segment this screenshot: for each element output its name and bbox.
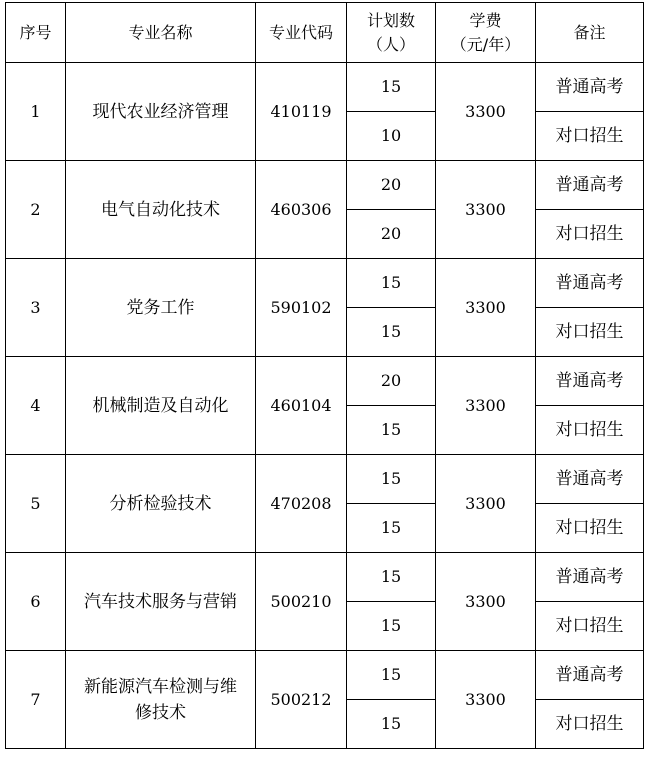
plan-vocational: 10: [347, 112, 436, 161]
remark-general: 普通高考: [536, 259, 644, 308]
remark-vocational: 对口招生: [536, 210, 644, 259]
major-code: 410119: [256, 63, 347, 161]
plan-vocational: 15: [347, 504, 436, 553]
row-index: 6: [6, 553, 66, 651]
major-name: 现代农业经济管理: [66, 63, 256, 161]
major-name: 机械制造及自动化: [66, 357, 256, 455]
tuition-fee: 3300: [436, 553, 536, 651]
plan-general: 20: [347, 357, 436, 406]
remark-vocational: 对口招生: [536, 504, 644, 553]
plan-vocational: 15: [347, 602, 436, 651]
row-index: 7: [6, 651, 66, 749]
header-remark: 备注: [536, 3, 644, 63]
remark-vocational: 对口招生: [536, 308, 644, 357]
header-plan-line1: 计划数: [366, 10, 415, 30]
major-name: 党务工作: [66, 259, 256, 357]
row-index: 5: [6, 455, 66, 553]
remark-vocational: 对口招生: [536, 602, 644, 651]
header-name: 专业名称: [66, 3, 256, 63]
remark-general: 普通高考: [536, 357, 644, 406]
remark-general: 普通高考: [536, 161, 644, 210]
row-index: 3: [6, 259, 66, 357]
header-plan-line2: （人）: [366, 34, 415, 54]
tuition-fee: 3300: [436, 63, 536, 161]
plan-general: 15: [347, 553, 436, 602]
major-name: 新能源汽车检测与维修技术: [66, 651, 256, 749]
major-name: 电气自动化技术: [66, 161, 256, 259]
header-fee-line2: （元/年）: [450, 34, 521, 54]
enrollment-table: [5, 2, 644, 749]
plan-general: 15: [347, 651, 436, 700]
header-index: 序号: [6, 3, 66, 63]
plan-general: 15: [347, 455, 436, 504]
plan-vocational: 15: [347, 308, 436, 357]
remark-vocational: 对口招生: [536, 406, 644, 455]
row-index: 2: [6, 161, 66, 259]
plan-vocational: 15: [347, 700, 436, 749]
row-index: 1: [6, 63, 66, 161]
plan-vocational: 20: [347, 210, 436, 259]
major-code: 500212: [256, 651, 347, 749]
table-row: [6, 455, 644, 504]
major-code: 460104: [256, 357, 347, 455]
table-row: [6, 651, 644, 700]
table-row: [6, 357, 644, 406]
table-row: [6, 259, 644, 308]
plan-general: 15: [347, 63, 436, 112]
plan-vocational: 15: [347, 406, 436, 455]
plan-general: 15: [347, 259, 436, 308]
header-row: [6, 3, 644, 63]
remark-general: 普通高考: [536, 651, 644, 700]
plan-general: 20: [347, 161, 436, 210]
row-index: 4: [6, 357, 66, 455]
remark-vocational: 对口招生: [536, 700, 644, 749]
table-row: [6, 553, 644, 602]
remark-general: 普通高考: [536, 63, 644, 112]
tuition-fee: 3300: [436, 259, 536, 357]
tuition-fee: 3300: [436, 161, 536, 259]
header-plan: [347, 3, 436, 63]
major-code: 500210: [256, 553, 347, 651]
table-row: [6, 63, 644, 112]
tuition-fee: 3300: [436, 455, 536, 553]
header-fee-line1: 学费: [469, 10, 502, 30]
major-name: 分析检验技术: [66, 455, 256, 553]
major-code: 460306: [256, 161, 347, 259]
remark-general: 普通高考: [536, 455, 644, 504]
major-name: 汽车技术服务与营销: [66, 553, 256, 651]
table-row: [6, 161, 644, 210]
remark-vocational: 对口招生: [536, 112, 644, 161]
header-code: 专业代码: [256, 3, 347, 63]
tuition-fee: 3300: [436, 357, 536, 455]
major-code: 590102: [256, 259, 347, 357]
remark-general: 普通高考: [536, 553, 644, 602]
major-code: 470208: [256, 455, 347, 553]
header-fee: [436, 3, 536, 63]
tuition-fee: 3300: [436, 651, 536, 749]
